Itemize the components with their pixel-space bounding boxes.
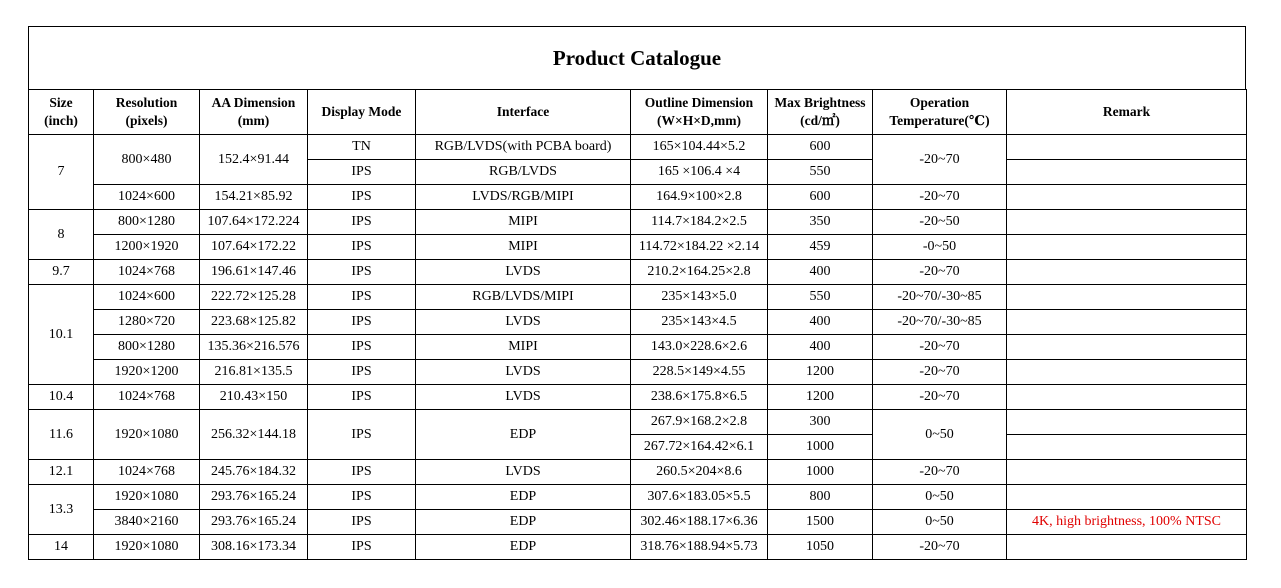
- remark-cell: [1007, 360, 1247, 385]
- size-cell: 9.7: [29, 260, 94, 285]
- interface-cell: LVDS: [416, 460, 631, 485]
- temp-cell: 0~50: [873, 485, 1007, 510]
- outline-cell: 164.9×100×2.8: [631, 185, 768, 210]
- aa-cell: 245.76×184.32: [200, 460, 308, 485]
- brightness-cell: 1500: [768, 510, 873, 535]
- header-aa-dimension: AA Dimension (mm): [200, 90, 308, 135]
- remark-cell: [1007, 535, 1247, 560]
- outline-cell: 165 ×106.4 ×4: [631, 160, 768, 185]
- mode-cell: IPS: [308, 260, 416, 285]
- interface-cell: EDP: [416, 510, 631, 535]
- mode-cell: IPS: [308, 285, 416, 310]
- size-cell: 11.6: [29, 410, 94, 460]
- outline-cell: 114.7×184.2×2.5: [631, 210, 768, 235]
- temp-cell: -0~50: [873, 235, 1007, 260]
- aa-cell: 308.16×173.34: [200, 535, 308, 560]
- interface-cell: LVDS: [416, 310, 631, 335]
- remark-cell: [1007, 335, 1247, 360]
- resolution-cell: 3840×2160: [94, 510, 200, 535]
- interface-cell: EDP: [416, 535, 631, 560]
- brightness-cell: 1200: [768, 360, 873, 385]
- remark-cell: [1007, 235, 1247, 260]
- outline-cell: 267.72×164.42×6.1: [631, 435, 768, 460]
- temp-cell: -20~70: [873, 360, 1007, 385]
- interface-cell: LVDS/RGB/MIPI: [416, 185, 631, 210]
- remark-cell: [1007, 460, 1247, 485]
- resolution-cell: 1024×600: [94, 185, 200, 210]
- size-cell: 8: [29, 210, 94, 260]
- table-row: [29, 410, 1247, 435]
- header-size: Size (inch): [29, 90, 94, 135]
- brightness-cell: 459: [768, 235, 873, 260]
- mode-cell: IPS: [308, 385, 416, 410]
- remark-cell: [1007, 410, 1247, 435]
- header-row: [29, 90, 1247, 135]
- table-row: [29, 510, 1247, 535]
- mode-cell: IPS: [308, 485, 416, 510]
- header-operation-temperature: Operation Temperature(℃): [873, 90, 1007, 135]
- size-cell: 10.1: [29, 285, 94, 385]
- outline-cell: 165×104.44×5.2: [631, 135, 768, 160]
- temp-cell: -20~70: [873, 385, 1007, 410]
- remark-cell: [1007, 210, 1247, 235]
- catalogue-sheet: [28, 26, 1246, 560]
- aa-cell: 135.36×216.576: [200, 335, 308, 360]
- outline-cell: 307.6×183.05×5.5: [631, 485, 768, 510]
- brightness-cell: 1200: [768, 385, 873, 410]
- outline-cell: 143.0×228.6×2.6: [631, 335, 768, 360]
- size-cell: 13.3: [29, 485, 94, 535]
- table-row: [29, 310, 1247, 335]
- resolution-cell: 1024×768: [94, 260, 200, 285]
- mode-cell: TN: [308, 135, 416, 160]
- resolution-cell: 1024×768: [94, 460, 200, 485]
- resolution-cell: 1920×1080: [94, 410, 200, 460]
- header-interface: Interface: [416, 90, 631, 135]
- aa-cell: 293.76×165.24: [200, 510, 308, 535]
- size-cell: 14: [29, 535, 94, 560]
- table-row: [29, 235, 1247, 260]
- header-max-brightness: Max Brightness (cd/㎡): [768, 90, 873, 135]
- temp-cell: -20~70: [873, 335, 1007, 360]
- table-row: [29, 335, 1247, 360]
- interface-cell: RGB/LVDS: [416, 160, 631, 185]
- interface-cell: RGB/LVDS(with PCBA board): [416, 135, 631, 160]
- brightness-cell: 1000: [768, 460, 873, 485]
- interface-cell: LVDS: [416, 260, 631, 285]
- header-remark: Remark: [1007, 90, 1247, 135]
- outline-cell: 235×143×4.5: [631, 310, 768, 335]
- mode-cell: IPS: [308, 360, 416, 385]
- resolution-cell: 1024×600: [94, 285, 200, 310]
- interface-cell: LVDS: [416, 360, 631, 385]
- outline-cell: 260.5×204×8.6: [631, 460, 768, 485]
- remark-cell: [1007, 260, 1247, 285]
- temp-cell: -20~70: [873, 260, 1007, 285]
- temp-cell: -20~70: [873, 460, 1007, 485]
- interface-cell: LVDS: [416, 385, 631, 410]
- temp-cell: -20~70/-30~85: [873, 310, 1007, 335]
- temp-cell: -20~70: [873, 535, 1007, 560]
- mode-cell: IPS: [308, 210, 416, 235]
- mode-cell: IPS: [308, 510, 416, 535]
- product-table: [28, 89, 1247, 560]
- table-row: [29, 135, 1247, 160]
- size-cell: 12.1: [29, 460, 94, 485]
- interface-cell: MIPI: [416, 335, 631, 360]
- aa-cell: 222.72×125.28: [200, 285, 308, 310]
- resolution-cell: 1920×1200: [94, 360, 200, 385]
- remark-cell: [1007, 285, 1247, 310]
- outline-cell: 302.46×188.17×6.36: [631, 510, 768, 535]
- size-cell: 10.4: [29, 385, 94, 410]
- resolution-cell: 1920×1080: [94, 535, 200, 560]
- table-row: [29, 460, 1247, 485]
- remark-cell: [1007, 135, 1247, 160]
- temp-cell: -20~70: [873, 135, 1007, 185]
- table-row: [29, 385, 1247, 410]
- aa-cell: 210.43×150: [200, 385, 308, 410]
- table-row: [29, 485, 1247, 510]
- catalogue-title: Product Catalogue: [28, 26, 1246, 89]
- outline-cell: 238.6×175.8×6.5: [631, 385, 768, 410]
- aa-cell: 196.61×147.46: [200, 260, 308, 285]
- temp-cell: 0~50: [873, 410, 1007, 460]
- header-display-mode: Display Mode: [308, 90, 416, 135]
- header-outline-dimension: Outline Dimension (W×H×D,mm): [631, 90, 768, 135]
- table-row: [29, 285, 1247, 310]
- table-row: [29, 535, 1247, 560]
- header-resolution: Resolution (pixels): [94, 90, 200, 135]
- table-row: [29, 260, 1247, 285]
- brightness-cell: 400: [768, 335, 873, 360]
- outline-cell: 228.5×149×4.55: [631, 360, 768, 385]
- mode-cell: IPS: [308, 310, 416, 335]
- aa-cell: 152.4×91.44: [200, 135, 308, 185]
- temp-cell: -20~50: [873, 210, 1007, 235]
- temp-cell: -20~70: [873, 185, 1007, 210]
- aa-cell: 293.76×165.24: [200, 485, 308, 510]
- table-row: [29, 360, 1247, 385]
- resolution-cell: 1024×768: [94, 385, 200, 410]
- brightness-cell: 1050: [768, 535, 873, 560]
- aa-cell: 107.64×172.22: [200, 235, 308, 260]
- remark-cell: [1007, 185, 1247, 210]
- mode-cell: IPS: [308, 410, 416, 460]
- remark-cell: [1007, 485, 1247, 510]
- interface-cell: MIPI: [416, 235, 631, 260]
- brightness-cell: 400: [768, 310, 873, 335]
- aa-cell: 216.81×135.5: [200, 360, 308, 385]
- resolution-cell: 800×1280: [94, 335, 200, 360]
- table-row: [29, 185, 1247, 210]
- brightness-cell: 350: [768, 210, 873, 235]
- table-row: [29, 210, 1247, 235]
- resolution-cell: 1920×1080: [94, 485, 200, 510]
- mode-cell: IPS: [308, 160, 416, 185]
- outline-cell: 267.9×168.2×2.8: [631, 410, 768, 435]
- resolution-cell: 1280×720: [94, 310, 200, 335]
- remark-cell: 4K, high brightness, 100% NTSC: [1007, 510, 1247, 535]
- brightness-cell: 600: [768, 135, 873, 160]
- remark-cell: [1007, 310, 1247, 335]
- brightness-cell: 550: [768, 285, 873, 310]
- aa-cell: 154.21×85.92: [200, 185, 308, 210]
- brightness-cell: 800: [768, 485, 873, 510]
- mode-cell: IPS: [308, 535, 416, 560]
- interface-cell: EDP: [416, 410, 631, 460]
- aa-cell: 107.64×172.224: [200, 210, 308, 235]
- brightness-cell: 400: [768, 260, 873, 285]
- outline-cell: 318.76×188.94×5.73: [631, 535, 768, 560]
- remark-cell: [1007, 160, 1247, 185]
- interface-cell: RGB/LVDS/MIPI: [416, 285, 631, 310]
- interface-cell: MIPI: [416, 210, 631, 235]
- brightness-cell: 600: [768, 185, 873, 210]
- mode-cell: IPS: [308, 335, 416, 360]
- aa-cell: 256.32×144.18: [200, 410, 308, 460]
- aa-cell: 223.68×125.82: [200, 310, 308, 335]
- mode-cell: IPS: [308, 185, 416, 210]
- resolution-cell: 800×480: [94, 135, 200, 185]
- temp-cell: -20~70/-30~85: [873, 285, 1007, 310]
- resolution-cell: 800×1280: [94, 210, 200, 235]
- mode-cell: IPS: [308, 235, 416, 260]
- size-cell: 7: [29, 135, 94, 210]
- brightness-cell: 550: [768, 160, 873, 185]
- mode-cell: IPS: [308, 460, 416, 485]
- brightness-cell: 300: [768, 410, 873, 435]
- outline-cell: 114.72×184.22 ×2.14: [631, 235, 768, 260]
- temp-cell: 0~50: [873, 510, 1007, 535]
- outline-cell: 210.2×164.25×2.8: [631, 260, 768, 285]
- brightness-cell: 1000: [768, 435, 873, 460]
- interface-cell: EDP: [416, 485, 631, 510]
- remark-cell: [1007, 435, 1247, 460]
- remark-cell: [1007, 385, 1247, 410]
- outline-cell: 235×143×5.0: [631, 285, 768, 310]
- resolution-cell: 1200×1920: [94, 235, 200, 260]
